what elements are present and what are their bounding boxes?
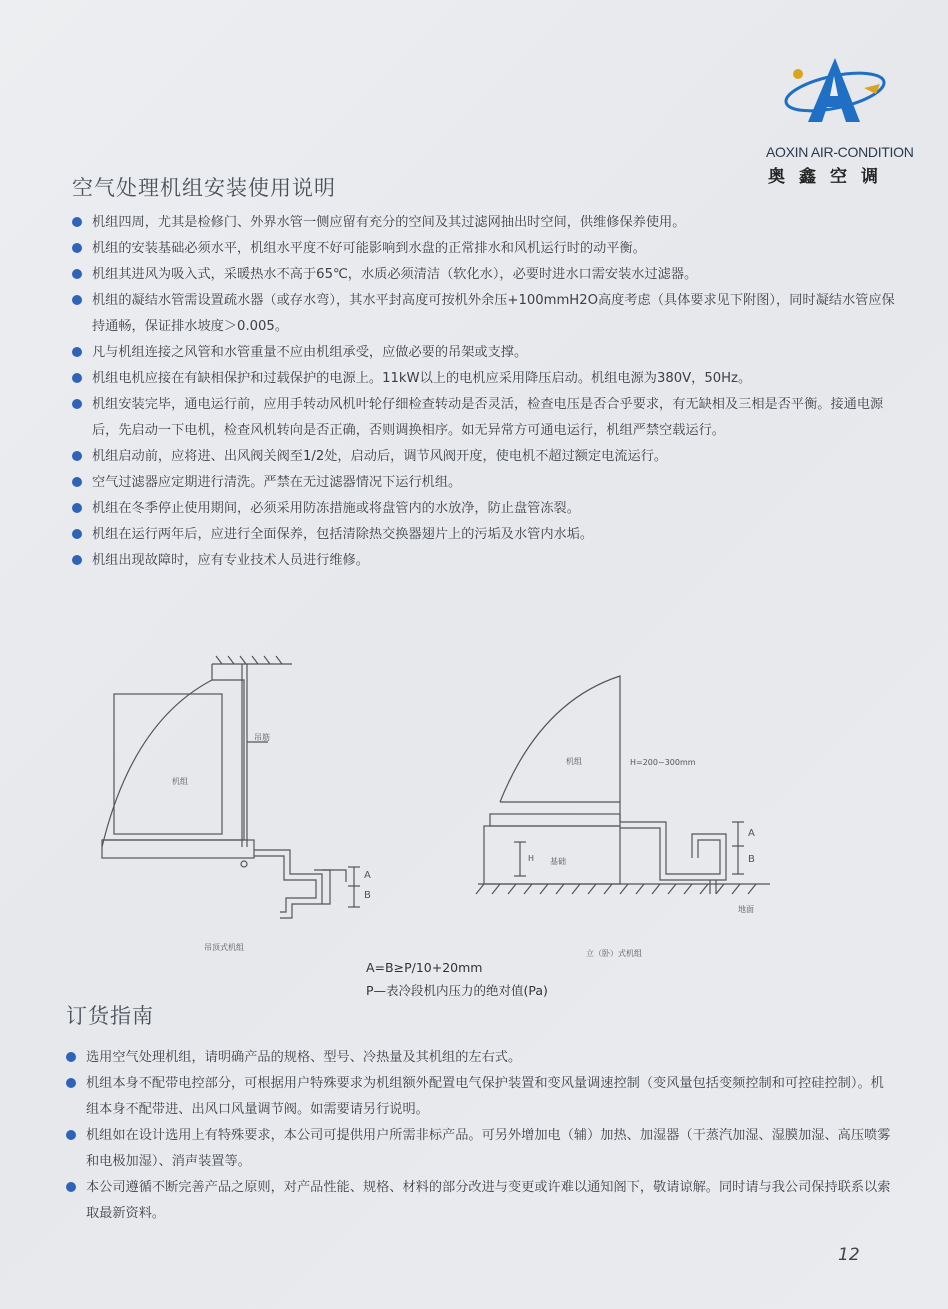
ceiling-unit-drawing — [92, 642, 422, 942]
h-label: H — [528, 854, 535, 863]
diagram-caption: 立（卧）式机组 — [586, 949, 642, 958]
formula-line-2: P—表冷段机内压力的绝对值(Pa) — [366, 983, 548, 998]
floor-label: 地面 — [738, 905, 754, 914]
list-item: 机组的安装基础必须水平，机组水平度不好可能影响到水盘的正常排水和风机运行时的动平衡。 — [72, 236, 902, 262]
bullet-icon — [72, 295, 82, 305]
bullet-icon — [72, 477, 82, 487]
brand-name-cn: 奥鑫空调 — [768, 167, 892, 187]
list-item: 机组的凝结水管需设置疏水器（或存水弯），其水平封高度可按机外余压+100mmH2O高度考虑（具体要求见下附图），同时凝结水管应保持通畅，保证排水坡度＞0.005。 — [72, 288, 902, 340]
list-item: 机组其进风为吸入式，采暖热水不高于65℃，水质必须清洁（软化水），必要时进水口需安装水过滤器。 — [72, 262, 902, 288]
bullet-icon — [72, 399, 82, 409]
formula-line-1: A=B≥P/10+20mm — [366, 960, 483, 975]
bullet-icon — [72, 529, 82, 539]
bullet-icon — [72, 269, 82, 279]
bullet-icon — [66, 1182, 76, 1192]
dimension-b-label: B — [364, 890, 371, 901]
ceiling-unit-diagram — [92, 642, 422, 962]
list-item: 机组在冬季停止使用期间，必须采用防冻措施或将盘管内的水放净，防止盘管冻裂。 — [72, 496, 902, 522]
dimension-b-label: B — [748, 854, 755, 865]
section-title-installation: 空气处理机组安装使用说明 — [72, 176, 336, 200]
base-label: 基础 — [550, 857, 566, 866]
ordering-guide-list — [66, 1045, 896, 1227]
bullet-icon — [72, 347, 82, 357]
list-item: 本公司遵循不断完善产品之原则，对产品性能、规格、材料的部分改进与变更或许难以通知阁下，敬请谅解。同时请与我公司保持联系以索取最新资料。 — [66, 1175, 896, 1227]
list-item: 空气过滤器应定期进行清洗。严禁在无过滤器情况下运行机组。 — [72, 470, 902, 496]
height-note: H=200~300mm — [630, 758, 696, 767]
floor-unit-diagram — [470, 662, 790, 962]
page-number: 12 — [838, 1245, 860, 1265]
hanger-label: 吊筋 — [254, 733, 270, 742]
bullet-icon — [72, 217, 82, 227]
list-item: 凡与机组连接之风管和水管重量不应由机组承受，应做必要的吊架或支撑。 — [72, 340, 902, 366]
list-item: 机组在运行两年后，应进行全面保养，包括清除热交换器翅片上的污垢及水管内水垢。 — [72, 522, 902, 548]
bullet-icon — [66, 1052, 76, 1062]
brand-name-en: AOXIN AIR-CONDITION — [766, 144, 914, 160]
list-item: 机组安装完毕，通电运行前，应用手转动风机叶轮仔细检查转动是否灵活，检查电压是否合乎要求，有无缺相及三相是否平衡。接通电源后，先启动一下电机，检查风机转向是否正确，否则调换相序。如无异常方可通电运行，机组严禁空载运行。 — [72, 392, 902, 444]
dimension-a-label: A — [748, 828, 755, 839]
section-title-ordering: 订货指南 — [66, 1004, 154, 1028]
bullet-icon — [66, 1130, 76, 1140]
list-item: 机组本身不配带电控部分，可根据用户特殊要求为机组额外配置电气保护装置和变风量调速控制（变风量包括变频控制和可控硅控制）。机组本身不配带进、出风口风量调节阀。如需要请另行说明。 — [66, 1071, 896, 1123]
bullet-icon — [72, 451, 82, 461]
floor-unit-drawing — [470, 662, 790, 922]
list-item: 机组如在设计选用上有特殊要求，本公司可提供用户所需非标产品。可另外增加电（辅）加热、加湿器（干蒸汽加湿、湿膜加湿、高压喷雾和电极加湿）、消声装置等。 — [66, 1123, 896, 1175]
diagram-caption: 吊顶式机组 — [204, 943, 244, 952]
list-item: 机组启动前，应将进、出风阀关阀至1/2处，启动后，调节风阀开度，使电机不超过额定电流运行。 — [72, 444, 902, 470]
dimension-a-label: A — [364, 870, 371, 881]
bullet-icon — [72, 555, 82, 565]
bullet-icon — [66, 1078, 76, 1088]
list-item: 机组四周，尤其是检修门、外界水管一侧应留有充分的空间及其过滤网抽出时空间，供维修保养使用。 — [72, 210, 902, 236]
brand-logo — [760, 52, 914, 187]
unit-label: 机组 — [566, 757, 582, 766]
list-item: 选用空气处理机组，请明确产品的规格、型号、冷热量及其机组的左右式。 — [66, 1045, 896, 1071]
installation-instructions-list — [72, 210, 902, 574]
list-item: 机组出现故障时，应有专业技术人员进行维修。 — [72, 548, 902, 574]
bullet-icon — [72, 243, 82, 253]
bullet-icon — [72, 373, 82, 383]
bullet-icon — [72, 503, 82, 513]
unit-label: 机组 — [172, 777, 188, 786]
aoxin-logo-icon — [780, 52, 890, 142]
list-item: 机组电机应接在有缺相保护和过载保护的电源上。11kW以上的电机应采用降压启动。机组电源为380V，50Hz。 — [72, 366, 902, 392]
